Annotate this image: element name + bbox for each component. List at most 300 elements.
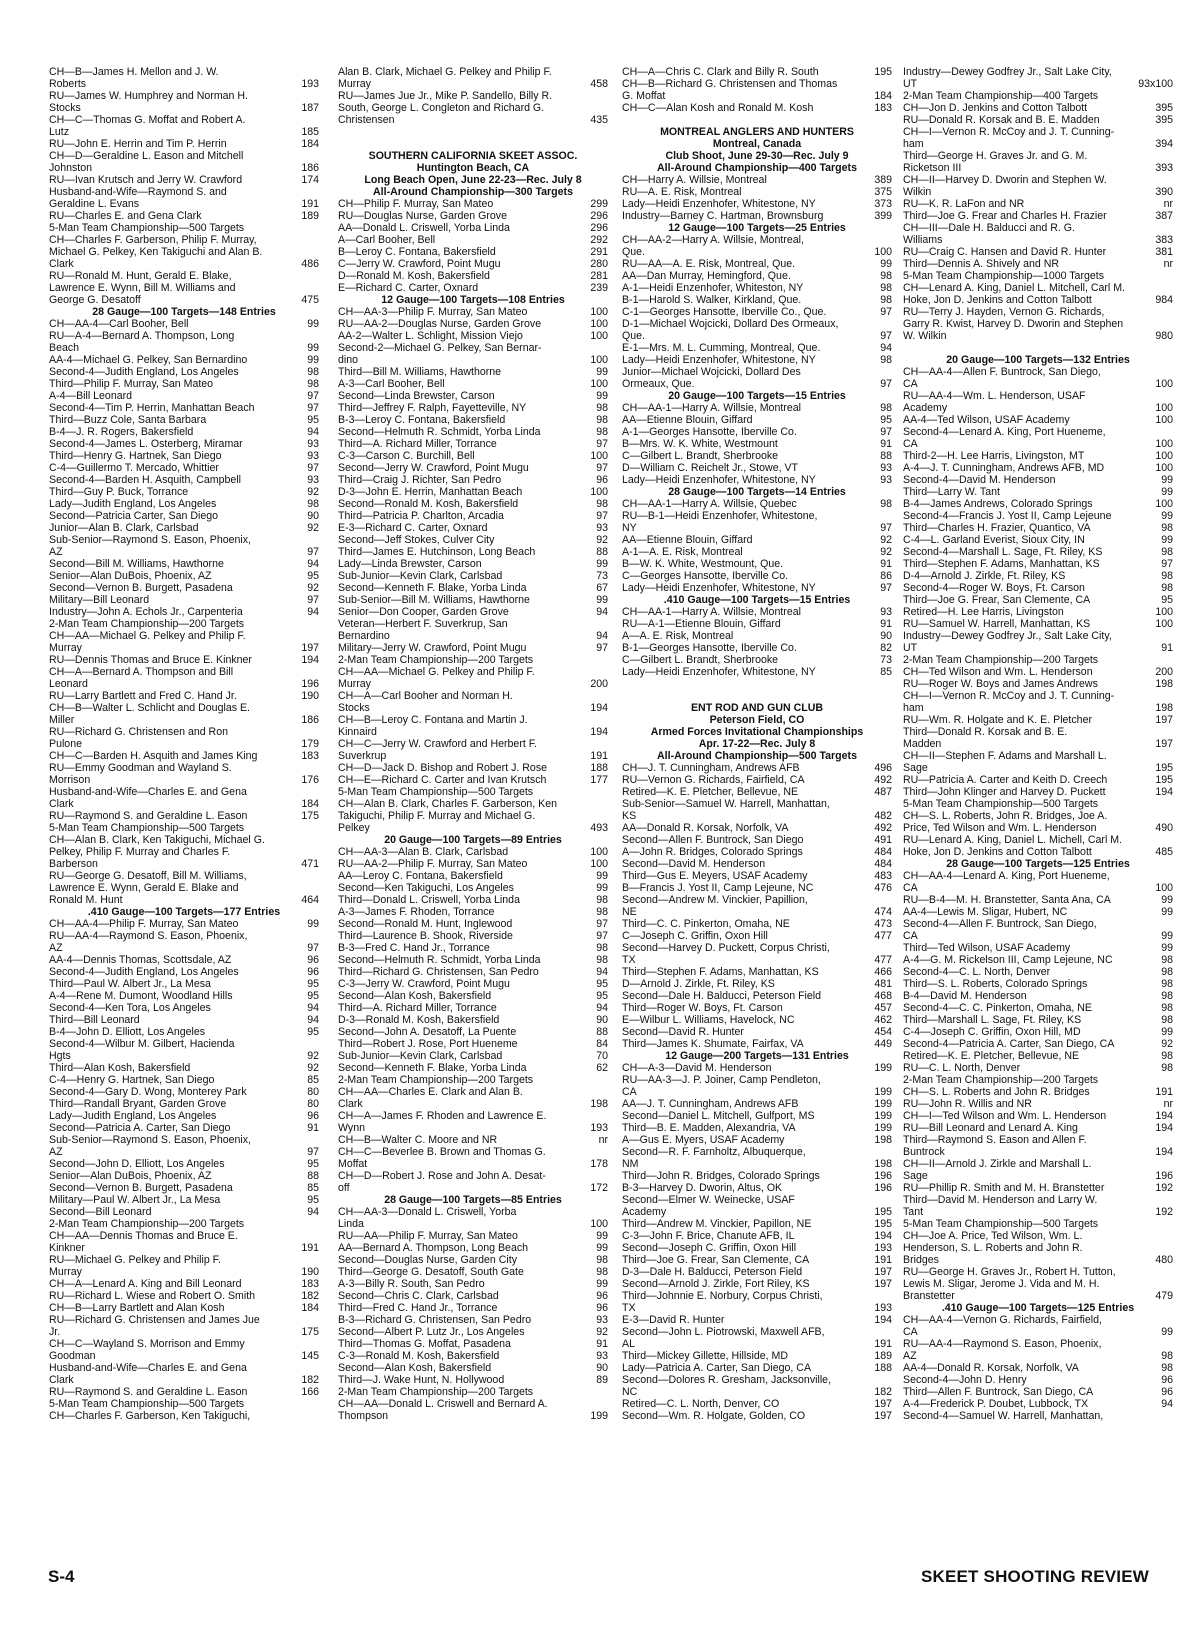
score: 99 bbox=[596, 366, 608, 378]
score: 91 bbox=[596, 1338, 608, 1350]
score: 97 bbox=[596, 642, 608, 654]
result-line bbox=[49, 1002, 319, 1014]
result-line bbox=[49, 1146, 319, 1158]
score: 193 bbox=[874, 1242, 892, 1254]
entry-text: A-1—Heidi Enzenhofer, Whiteston, NY bbox=[622, 282, 804, 294]
result-line: CH—C—Wayland S. Morrison and Emmy bbox=[49, 1338, 245, 1350]
entry-text: Clark bbox=[49, 1374, 74, 1386]
score: 393 bbox=[1155, 162, 1173, 174]
result-line: 5-Man Team Championship—500 Targets bbox=[338, 786, 534, 798]
result-line bbox=[903, 1398, 1173, 1410]
result-line bbox=[338, 1158, 608, 1170]
entry-text: Third-2—H. Lee Harris, Livingston, MT bbox=[903, 450, 1085, 462]
result-line bbox=[903, 1326, 1173, 1338]
entry-text: D—William C. Reichelt Jr., Stowe, VT bbox=[622, 462, 799, 474]
result-line bbox=[49, 954, 319, 966]
score: 175 bbox=[301, 810, 319, 822]
entry-text: AZ bbox=[49, 546, 63, 558]
result-line bbox=[338, 270, 608, 282]
entry-text: Hoke, Jon D. Jenkins and Cotton Talbott bbox=[903, 846, 1092, 858]
score: 475 bbox=[301, 294, 319, 306]
result-line bbox=[338, 354, 608, 366]
result-line: CH—D—Robert J. Rose and John A. Desat- bbox=[338, 1170, 546, 1182]
result-line bbox=[622, 954, 892, 966]
entry-text: C-4—Joseph C. Griffin, Oxon Hill, MD bbox=[903, 1026, 1081, 1038]
result-line bbox=[49, 1122, 319, 1134]
entry-text: CA bbox=[903, 882, 918, 894]
score: nr bbox=[1163, 258, 1173, 270]
result-line bbox=[49, 810, 319, 822]
result-line bbox=[338, 462, 608, 474]
result-line bbox=[622, 1038, 892, 1050]
score: 97 bbox=[307, 462, 319, 474]
result-line bbox=[903, 522, 1173, 534]
entry-text: C-3—Jerry W. Crawford, Point Mugu bbox=[338, 978, 510, 990]
score: 98 bbox=[880, 402, 892, 414]
result-line bbox=[622, 1062, 892, 1074]
entry-text: A-4—Bill Leonard bbox=[49, 390, 133, 402]
result-line bbox=[338, 822, 608, 834]
score: 98 bbox=[1161, 570, 1173, 582]
score: 482 bbox=[874, 810, 892, 822]
result-line bbox=[903, 1050, 1173, 1062]
result-line bbox=[903, 114, 1173, 126]
score: 94 bbox=[596, 1002, 608, 1014]
result-line bbox=[338, 1302, 608, 1314]
score: 195 bbox=[874, 66, 892, 78]
result-line bbox=[622, 570, 892, 582]
result-line bbox=[338, 1278, 608, 1290]
score: 194 bbox=[1155, 786, 1173, 798]
entry-text: Buntrock bbox=[903, 1146, 945, 1158]
entry-text: Third—C. C. Pinkerton, Omaha, NE bbox=[622, 918, 790, 930]
entry-text: CA bbox=[622, 1086, 637, 1098]
result-line bbox=[49, 1182, 319, 1194]
result-line: RU—George H. Graves Jr., Robert H. Tutton, bbox=[903, 1266, 1116, 1278]
entry-text: Retired—C. L. North, Denver, CO bbox=[622, 1398, 780, 1410]
entry-text: AA-4—Dennis Thomas, Scottsdale, AZ bbox=[49, 954, 232, 966]
result-line bbox=[49, 294, 319, 306]
score: 197 bbox=[1155, 714, 1173, 726]
score: 199 bbox=[874, 1062, 892, 1074]
result-line bbox=[622, 1386, 892, 1398]
score: 67 bbox=[596, 582, 608, 594]
result-line bbox=[622, 1014, 892, 1026]
score: 98 bbox=[1161, 1362, 1173, 1374]
entry-text: Second—Bill M. Williams, Hawthorne bbox=[49, 558, 224, 570]
result-line bbox=[903, 954, 1173, 966]
result-line: CH—Alan B. Clark, Charles F. Garberson, Ken bbox=[338, 798, 558, 810]
entry-text: CH—AA-4—Carl Booher, Bell bbox=[49, 318, 189, 330]
entry-text: Second—Ken Takiguchi, Los Angeles bbox=[338, 882, 514, 894]
score: 93 bbox=[596, 1350, 608, 1362]
score: 96 bbox=[596, 474, 608, 486]
result-line bbox=[49, 1206, 319, 1218]
result-line: CH—AA—Donald L. Criswell and Bernard A. bbox=[338, 1398, 548, 1410]
entry-text: C—Gilbert L. Brandt, Sherbrooke bbox=[622, 654, 779, 666]
entry-text: Academy bbox=[903, 402, 948, 414]
result-line bbox=[49, 1074, 319, 1086]
score: 193 bbox=[301, 78, 319, 90]
result-line bbox=[338, 258, 608, 270]
result-line bbox=[622, 210, 892, 222]
entry-text: Barberson bbox=[49, 858, 98, 870]
entry-text: Second—Bill Leonard bbox=[49, 1206, 152, 1218]
result-line: RU—Richard G. Christensen and Ron bbox=[49, 726, 228, 738]
entry-text: Second—Chris C. Clark, Carlsbad bbox=[338, 1290, 499, 1302]
entry-text: Retired—H. Lee Harris, Livingston bbox=[903, 606, 1064, 618]
result-line: Second-4—Lenard A. King, Port Hueneme, bbox=[903, 426, 1106, 438]
result-line bbox=[622, 642, 892, 654]
result-line: CH—AA-4—Vernon G. Richards, Fairfield, bbox=[903, 1314, 1102, 1326]
score: 468 bbox=[874, 990, 892, 1002]
score: 90 bbox=[596, 1014, 608, 1026]
result-line bbox=[622, 1110, 892, 1122]
section-heading: 28 Gauge—100 Targets—125 Entries bbox=[946, 858, 1130, 870]
result-line bbox=[903, 414, 1173, 426]
result-line bbox=[903, 882, 1173, 894]
entry-text: Sub-Senior—Bill M. Williams, Hawthorne bbox=[338, 594, 530, 606]
entry-text: Sub-Junior—Kevin Clark, Carlsbad bbox=[338, 570, 503, 582]
entry-text: D-4—Arnold J. Zirkle, Ft. Riley, KS bbox=[903, 570, 1066, 582]
entry-text: Kinkner bbox=[49, 1242, 85, 1254]
score: 95 bbox=[307, 414, 319, 426]
score: 99 bbox=[1161, 486, 1173, 498]
score: 187 bbox=[301, 102, 319, 114]
result-line bbox=[338, 630, 608, 642]
result-line bbox=[903, 102, 1173, 114]
entry-text: RU—John E. Herrin and Tim P. Herrin bbox=[49, 138, 227, 150]
entry-text: Wilkin bbox=[903, 186, 932, 198]
result-line bbox=[903, 486, 1173, 498]
result-line bbox=[622, 378, 892, 390]
result-line: CH—Charles F. Garberson, Ken Takiguchi, bbox=[49, 1410, 251, 1422]
result-line: CH—II—Harvey D. Dworin and Stephen W. bbox=[903, 174, 1107, 186]
score: 88 bbox=[880, 450, 892, 462]
result-line: CH—Lenard A. King, Daniel L. Mitchell, Carl M. bbox=[903, 282, 1125, 294]
result-line bbox=[338, 870, 608, 882]
entry-text: RU—AA-2—Douglas Nurse, Garden Grove bbox=[338, 318, 542, 330]
entry-text: Second—Vernon B. Burgett, Pasadena bbox=[49, 582, 233, 594]
entry-text: Second—Wm. R. Holgate, Golden, CO bbox=[622, 1410, 806, 1422]
entry-text: CH—B—Walter C. Moore and NR bbox=[338, 1134, 498, 1146]
result-line: CH—Alan B. Clark, Ken Takiguchi, Michael G. bbox=[49, 834, 265, 846]
score: 85 bbox=[307, 1182, 319, 1194]
score: 195 bbox=[874, 1218, 892, 1230]
result-line bbox=[903, 1014, 1173, 1026]
score: 91 bbox=[1161, 642, 1173, 654]
result-line bbox=[49, 942, 319, 954]
result-line bbox=[338, 906, 608, 918]
entry-text: Military—Jerry W. Crawford, Point Mugu bbox=[338, 642, 527, 654]
entry-text: RU—Larry Bartlett and Fred C. Hand Jr. bbox=[49, 690, 237, 702]
result-line bbox=[622, 762, 892, 774]
score: 97 bbox=[880, 306, 892, 318]
score: 99 bbox=[307, 918, 319, 930]
result-line bbox=[622, 1266, 892, 1278]
entry-text: RU—B-4—M. H. Branstetter, Santa Ana, CA bbox=[903, 894, 1111, 906]
score: 100 bbox=[1155, 450, 1173, 462]
result-line bbox=[903, 138, 1173, 150]
result-line bbox=[622, 786, 892, 798]
score: 493 bbox=[590, 822, 608, 834]
entry-text: A-4—Rene M. Dumont, Woodland Hills bbox=[49, 990, 233, 1002]
entry-text: RU—Bill Leonard and Lenard A. King bbox=[903, 1122, 1078, 1134]
result-line: CH—AA—Dennis Thomas and Bruce E. bbox=[49, 1230, 238, 1242]
score: 196 bbox=[874, 1182, 892, 1194]
score: 471 bbox=[301, 858, 319, 870]
entry-text: ham bbox=[903, 702, 924, 714]
result-line bbox=[622, 474, 892, 486]
entry-text: Academy bbox=[622, 1206, 667, 1218]
entry-text: D—Ronald M. Kosh, Bakersfield bbox=[338, 270, 490, 282]
result-line: RU—Lenard A. King, Daniel L. Michell, Carl M. bbox=[903, 834, 1123, 846]
score: 99 bbox=[1161, 534, 1173, 546]
entry-text: C-4—Guillermo T. Mercado, Whittier bbox=[49, 462, 219, 474]
score: 179 bbox=[301, 738, 319, 750]
result-line bbox=[903, 1374, 1173, 1386]
score: 98 bbox=[880, 498, 892, 510]
entry-text: CH—AA-1—Harry A. Willsie, Quebec bbox=[622, 498, 797, 510]
result-line bbox=[49, 1374, 319, 1386]
score: 99 bbox=[1161, 930, 1173, 942]
result-line: Third—Donald R. Korsak and B. E. bbox=[903, 726, 1068, 738]
score: 178 bbox=[590, 1158, 608, 1170]
result-line: Second—John L. Piotrowski, Maxwell AFB, bbox=[622, 1326, 825, 1338]
result-line bbox=[622, 522, 892, 534]
score: 496 bbox=[874, 762, 892, 774]
score: 375 bbox=[874, 186, 892, 198]
score: 93 bbox=[596, 522, 608, 534]
result-line bbox=[338, 882, 608, 894]
result-line bbox=[622, 582, 892, 594]
entry-text: AA—Etienne Blouin, Giffard bbox=[622, 414, 753, 426]
score: 96 bbox=[307, 954, 319, 966]
entry-text: RU—Ivan Krutsch and Jerry W. Crawford bbox=[49, 174, 243, 186]
result-line bbox=[338, 1134, 608, 1146]
entry-text: A-3—Carl Booher, Bell bbox=[338, 378, 445, 390]
result-line bbox=[49, 138, 319, 150]
entry-text: Second—Allen F. Buntrock, San Diego bbox=[622, 834, 804, 846]
score: 99 bbox=[596, 558, 608, 570]
result-line bbox=[49, 474, 319, 486]
section-heading: All-Around Championship—400 Targets bbox=[657, 162, 857, 174]
result-line bbox=[49, 1386, 319, 1398]
result-line: 2-Man Team Championship—400 Targets bbox=[903, 90, 1099, 102]
entry-text: B-3—Fred C. Hand Jr., Torrance bbox=[338, 942, 490, 954]
entry-text: Third—James E. Hutchinson, Long Beach bbox=[338, 546, 536, 558]
result-line bbox=[49, 570, 319, 582]
entry-text: A-3—James F. Rhoden, Torrance bbox=[338, 906, 495, 918]
score: 97 bbox=[880, 330, 892, 342]
entry-text: Linda bbox=[338, 1218, 364, 1230]
score: 491 bbox=[874, 834, 892, 846]
result-line bbox=[903, 1206, 1173, 1218]
entry-text: Lady—Heidi Enzenhofer, Whitestone, NY bbox=[622, 474, 816, 486]
score: 395 bbox=[1155, 114, 1173, 126]
result-line bbox=[49, 582, 319, 594]
score: 281 bbox=[590, 270, 608, 282]
entry-text: C—Gilbert L. Brandt, Sherbrooke bbox=[622, 450, 779, 462]
score: 94 bbox=[596, 966, 608, 978]
score: 98 bbox=[307, 366, 319, 378]
result-line bbox=[338, 930, 608, 942]
result-line: Pelkey, Philip F. Murray and Charles F. bbox=[49, 846, 231, 858]
result-line: RU—AA-4—Wm. L. Henderson, USAF bbox=[903, 390, 1086, 402]
entry-text: Leonard bbox=[49, 678, 88, 690]
result-line: CH—II—Stephen F. Adams and Marshall L. bbox=[903, 750, 1107, 762]
entry-text: Second-4—C. C. Pinkerton, Omaha, NE bbox=[903, 1002, 1093, 1014]
score: 193 bbox=[590, 1122, 608, 1134]
result-line: CH—D—Geraldine L. Eason and Mitchell bbox=[49, 150, 244, 162]
entry-text: AA-2—Walter L. Schlight, Mission Viejo bbox=[338, 330, 523, 342]
result-line: CH—B—Leroy C. Fontana and Martin J. bbox=[338, 714, 528, 726]
entry-text: W. Wilkin bbox=[903, 330, 947, 342]
result-line bbox=[338, 414, 608, 426]
entry-text: Third—Richard G. Christensen, San Pedro bbox=[338, 966, 539, 978]
result-line: Industry—Dewey Godfrey Jr., Salt Lake City, bbox=[903, 630, 1112, 642]
result-line bbox=[338, 198, 608, 210]
entry-text: Third—Guy P. Buck, Torrance bbox=[49, 486, 189, 498]
result-line bbox=[622, 666, 892, 678]
score: 435 bbox=[590, 114, 608, 126]
entry-text: B-4—J. R. Rogers, Bakersfield bbox=[49, 426, 194, 438]
score: 97 bbox=[307, 594, 319, 606]
result-line bbox=[338, 390, 608, 402]
score: 98 bbox=[596, 894, 608, 906]
score: 97 bbox=[307, 942, 319, 954]
entry-text: Industry—Barney C. Hartman, Brownsburg bbox=[622, 210, 824, 222]
entry-text: Third—Randall Bryant, Garden Grove bbox=[49, 1098, 227, 1110]
result-line bbox=[49, 1098, 319, 1110]
result-line bbox=[338, 1350, 608, 1362]
entry-text: Second—Alan Kosh, Bakersfield bbox=[338, 990, 492, 1002]
result-line bbox=[49, 894, 319, 906]
result-line bbox=[49, 678, 319, 690]
result-line bbox=[622, 606, 892, 618]
result-line bbox=[338, 78, 608, 90]
result-line bbox=[49, 1278, 319, 1290]
result-line bbox=[49, 366, 319, 378]
result-line bbox=[903, 258, 1173, 270]
result-line bbox=[903, 666, 1173, 678]
score: 92 bbox=[596, 1326, 608, 1338]
result-line bbox=[49, 522, 319, 534]
entry-text: Second-4—David M. Henderson bbox=[903, 474, 1056, 486]
result-line bbox=[903, 162, 1173, 174]
result-line bbox=[622, 1362, 892, 1374]
result-line bbox=[338, 582, 608, 594]
score: 183 bbox=[874, 102, 892, 114]
entry-text: Third—Joe G. Frear, San Clemente, CA bbox=[622, 1254, 810, 1266]
result-line bbox=[622, 90, 892, 102]
score: 195 bbox=[1155, 762, 1173, 774]
score: 184 bbox=[874, 90, 892, 102]
result-line bbox=[338, 642, 608, 654]
score: 95 bbox=[307, 1194, 319, 1206]
score: 183 bbox=[301, 1278, 319, 1290]
entry-text: CH—B—Larry Bartlett and Alan Kosh bbox=[49, 1302, 225, 1314]
entry-text: B—Leroy C. Fontana, Bakersfield bbox=[338, 246, 496, 258]
score: 98 bbox=[307, 498, 319, 510]
result-line bbox=[903, 942, 1173, 954]
entry-text: C-4—L. Garland Everist, Sioux City, IN bbox=[903, 534, 1085, 546]
result-line bbox=[622, 426, 892, 438]
score: 395 bbox=[1155, 102, 1173, 114]
entry-text: B-1—Harold S. Walker, Kirkland, Que. bbox=[622, 294, 802, 306]
result-line bbox=[622, 918, 892, 930]
entry-text: RU—Donald R. Korsak and B. E. Madden bbox=[903, 114, 1100, 126]
score: 199 bbox=[874, 1086, 892, 1098]
entry-text: E-3—Richard C. Carter, Oxnard bbox=[338, 522, 488, 534]
result-line: 5-Man Team Championship—500 Targets bbox=[903, 1218, 1099, 1230]
entry-text: Price, Ted Wilson and Wm. L. Henderson bbox=[903, 822, 1097, 834]
result-line: CH—A—Bernard A. Thompson and Bill bbox=[49, 666, 234, 678]
entry-text: off bbox=[338, 1182, 350, 1194]
spacer bbox=[903, 342, 1173, 354]
score: 389 bbox=[874, 174, 892, 186]
entry-text: Second-4—Judith England, Los Angeles bbox=[49, 366, 239, 378]
entry-text: Pulone bbox=[49, 738, 82, 750]
spacer bbox=[622, 678, 892, 690]
score: 100 bbox=[1155, 438, 1173, 450]
entry-text: Third—S. L. Roberts, Colorado Springs bbox=[903, 978, 1088, 990]
score: 84 bbox=[596, 1038, 608, 1050]
result-line bbox=[49, 1158, 319, 1170]
score: 94 bbox=[307, 1014, 319, 1026]
result-line: CH—Charles F. Garberson, Philip F. Murray, bbox=[49, 234, 257, 246]
result-line bbox=[903, 762, 1173, 774]
result-line bbox=[338, 978, 608, 990]
score: 99 bbox=[307, 342, 319, 354]
result-line bbox=[903, 1362, 1173, 1374]
entry-text: D-3—John E. Herrin, Manhattan Beach bbox=[338, 486, 523, 498]
score: 94 bbox=[307, 426, 319, 438]
entry-text: CH—C—Alan Kosh and Ronald M. Kosh bbox=[622, 102, 814, 114]
score: 99 bbox=[596, 1242, 608, 1254]
score: 174 bbox=[301, 174, 319, 186]
result-line bbox=[338, 426, 608, 438]
entry-text: CH—J. T. Cunningham, Andrews AFB bbox=[622, 762, 800, 774]
section-heading: ENT ROD AND GUN CLUB bbox=[690, 702, 824, 714]
result-line bbox=[622, 1026, 892, 1038]
result-line bbox=[338, 1242, 608, 1254]
entry-text: UT bbox=[903, 642, 918, 654]
score: 184 bbox=[301, 138, 319, 150]
result-line bbox=[338, 1326, 608, 1338]
score: 486 bbox=[301, 258, 319, 270]
spacer bbox=[338, 126, 608, 138]
score: 176 bbox=[301, 774, 319, 786]
result-line: Second—Dolores R. Gresham, Jacksonville, bbox=[622, 1374, 832, 1386]
entry-text: Williams bbox=[903, 234, 943, 246]
result-line bbox=[622, 102, 892, 114]
entry-text: C-4—Henry G. Hartnek, San Diego bbox=[49, 1074, 215, 1086]
result-line bbox=[622, 1002, 892, 1014]
result-line bbox=[338, 318, 608, 330]
score: nr bbox=[1163, 1098, 1173, 1110]
spacer bbox=[622, 114, 892, 126]
score: 480 bbox=[1155, 1254, 1173, 1266]
entry-text: D-3—Dale H. Balducci, Peterson Field bbox=[622, 1266, 803, 1278]
result-line: Second—R. F. Farnholtz, Albuquerque, bbox=[622, 1146, 806, 1158]
score: 98 bbox=[1161, 966, 1173, 978]
entry-text: RU—Patricia A. Carter and Keith D. Creech bbox=[903, 774, 1108, 786]
result-line bbox=[622, 246, 892, 258]
result-line bbox=[338, 678, 608, 690]
result-line bbox=[622, 930, 892, 942]
score: 183 bbox=[301, 750, 319, 762]
